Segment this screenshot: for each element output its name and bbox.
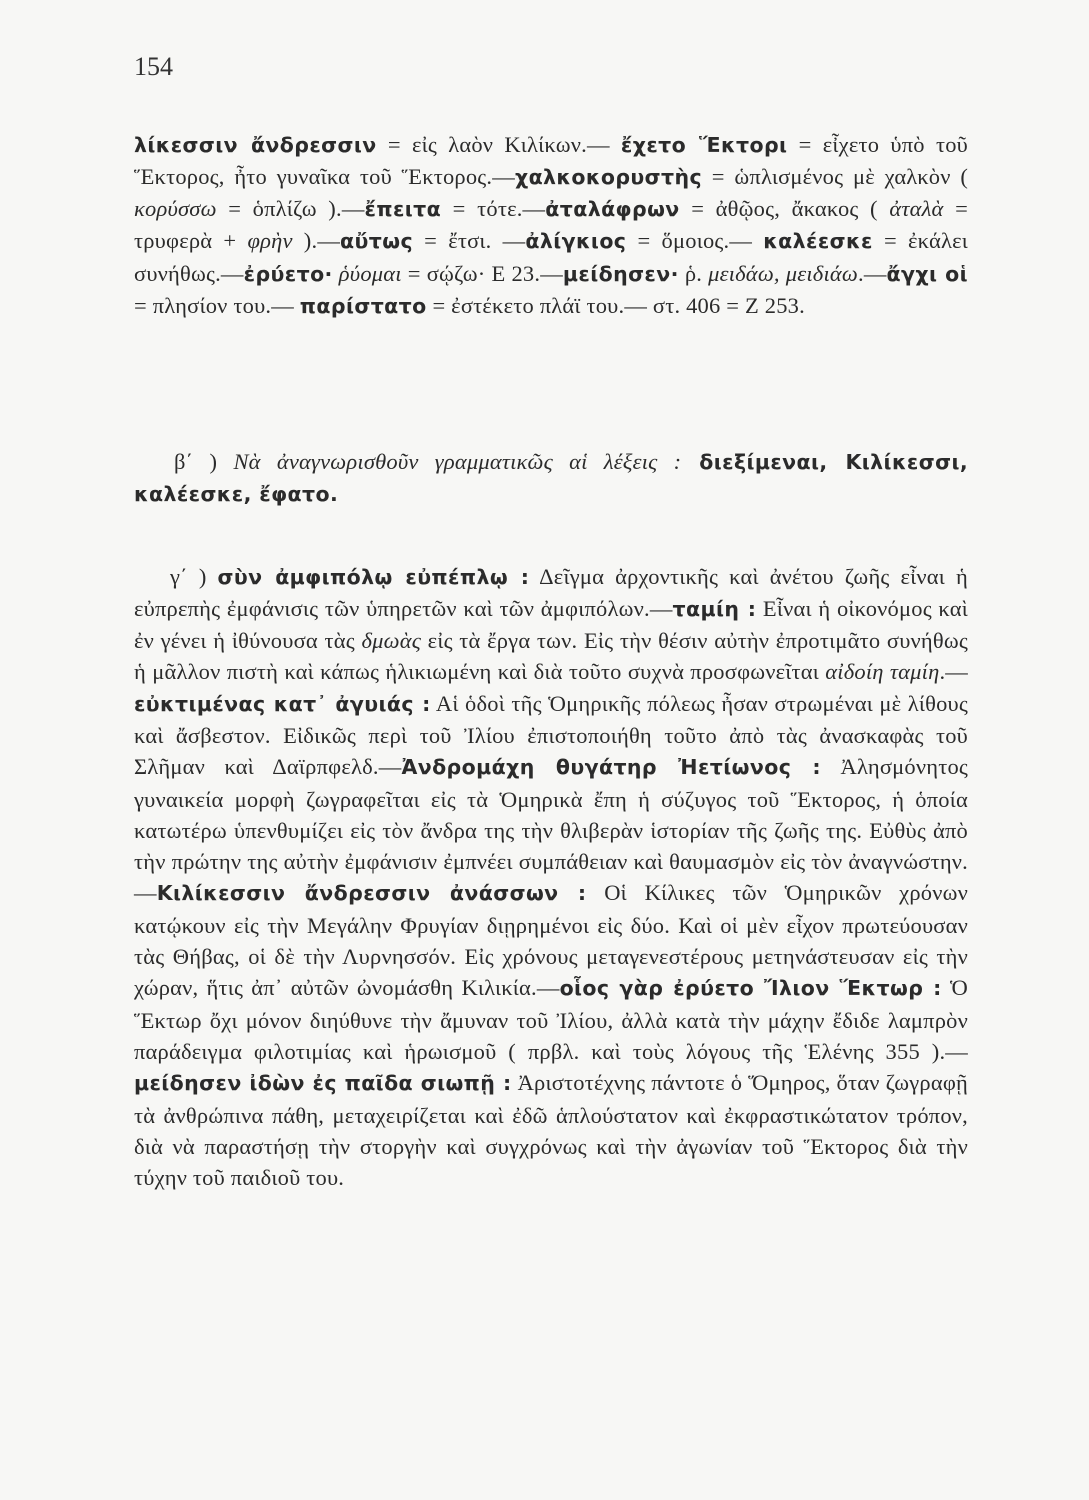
term: εὐκτιμένας κατ᾽ ἀγυιάς : <box>134 691 431 716</box>
commentary: Ἀλησμόνητος γυναικεία μορφὴ ζωγραφεῖται εἰς τὰ Ὁμηρικὰ ἔπη ἡ σύζυγος τοῦ Ἕκτορος, ἡ ὁποία κατωτέρω ὑπενθυμίζει εἰς τὸν ἄνδρα της τὴν θλιβερὰν ἱστορίαν τῆς ζωῆς της. Εὐθὺς ἀπὸ τὴν πρώτην της αὐτὴν ἐμφάνισιν ἐμπνέει συμπάθειαν καὶ θαυμασμὸν εἰς τὸν ἀναγνώστην.— <box>134 754 969 906</box>
term: καλέεσκε <box>763 229 873 254</box>
commentary: Δεῖγμα ἀρχοντικῆς καὶ ἀνέτου ζωῆς εἶναι ἡ εὐπρεπὴς ἐμφάνισις τῶν ὑπηρετῶν καὶ τῶν ἀμφιπόλων.— <box>134 563 968 621</box>
commentary: εἰς τὰ ἔργα των. Εἰς τὴν θέσιν αὐτὴν ἐπροτιμᾶτο συνήθως ἡ μᾶλλον πιστὴ καὶ κάπως ἡλικιωμένη καὶ διὰ τοῦτο συχνὰ προσφωνεῖται <box>134 628 968 685</box>
commentary-paragraph <box>134 561 968 1194</box>
term: ἄγχι οἱ <box>886 261 969 286</box>
italic-word: μειδάω, μειδιάω <box>708 260 858 286</box>
italic-word: κορύσσω <box>134 196 217 222</box>
term: ἀταλάφρων <box>545 197 680 222</box>
section-label: γ΄ ) <box>170 563 218 589</box>
definition: = τότε.— <box>441 196 546 222</box>
term: μείδησεν ἰδὼν ἐς παῖδα σιωπῇ : <box>134 1071 512 1096</box>
italic-word: ῥύομαι <box>338 260 402 286</box>
definition: ῥ. <box>678 260 709 286</box>
term: ἔχετο Ἕκτορι <box>620 132 788 157</box>
term: παρίστατο <box>299 293 427 318</box>
commentary: Αἱ ὁδοὶ τῆς Ὁμηρικῆς πόλεως ἦσαν στρωμέναι μὲ λίθους καὶ ἄσβεστον. Εἰδικῶς περὶ τοῦ Ἰλίου ἐπιστοποιήθη τοῦτο ἀπὸ τὰς ἀνασκαφὰς τοῦ Σλῆμαν καὶ Δαϊρπφελδ.— <box>134 690 968 780</box>
commentary: .— <box>939 659 969 685</box>
commentary: Οἱ Κίλικες τῶν Ὁμηρικῶν χρόνων κατῴκουν εἰς τὴν Μεγάλην Φρυγίαν διῃρημένοι εἰς δύο. Καὶ οἱ μὲν εἶχον πρωτεύουσαν τὰς Θήβας, οἱ δὲ τὴν Λυρνησσόν. Εἰς χρόνους μεταγενεστέρους μετηνάστευσαν εἰς τὴν χώραν, ἥτις ἀπ᾽ αὐτῶν ὠνομάσθη Κιλικία.— <box>134 880 968 1001</box>
term: Ἀνδρομάχη θυγάτηρ Ἠετίωνος : <box>401 755 822 780</box>
commentary: Εἶναι ἡ οἰκονόμος καὶ ἐν γένει ἡ ἰθύνουσα τὰς <box>134 595 969 654</box>
definition: = πλησίον του.— <box>134 292 300 318</box>
exercise-instruction: Νὰ ἀναγνωρισθοῦν γραμματικῶς αἱ λέξεις : <box>233 448 682 474</box>
italic-word: αἰδοίη ταμίη <box>825 659 940 685</box>
term: ἔπειτα <box>364 197 442 222</box>
term: οἷος γὰρ ἐρύετο Ἴλιον Ἕκτωρ : <box>559 976 942 1001</box>
term: ἐρύετο· <box>243 261 333 286</box>
term: ταμίη : <box>672 596 757 621</box>
definition: = ἐκάλει συνήθως.— <box>134 228 968 286</box>
definition: = σῴζω· Ε 23.— <box>401 260 563 286</box>
term: χαλκοκορυστὴς <box>514 164 703 189</box>
exercise-label: β΄ ) <box>174 448 234 474</box>
definition: = ὡπλισμένος μὲ χαλκὸν ( <box>702 163 969 189</box>
term: Κιλίκεσσιν ἄνδρεσσιν ἀνάσσων : <box>156 881 587 906</box>
definition: = τρυφερὰ + <box>134 196 968 254</box>
exercise-paragraph <box>134 446 968 511</box>
exercise-words: διεξίμεναι, Κιλίκεσσι, καλέεσκε, ἔφατο. <box>134 449 969 506</box>
italic-word: δμωὰς <box>361 628 422 654</box>
page-number: 154 <box>134 52 173 81</box>
definition: = εἰς λαὸν Κιλίκων.— <box>376 131 621 157</box>
term: σὺν ἀμφιπόλῳ εὐπέπλῳ : <box>217 564 530 589</box>
term: μείδησεν· <box>562 261 679 286</box>
definition: .— <box>858 260 887 286</box>
term: ἀλίγκιος <box>525 229 627 254</box>
italic-word: φρὴν <box>247 228 293 254</box>
definition: = εἶχετο ὑπὸ τοῦ Ἕκτορος, ἦτο γυναῖκα τοῦ Ἕκτορος.— <box>134 131 969 189</box>
commentary: Ὁ Ἕκτωρ ὄχι μόνον διηύθυνε τὴν ἄμυναν τοῦ Ἰλίου, ἀλλὰ κατὰ τὴν μάχην ἔδιδε λαμπρὸν παράδειγμα φιλοτιμίας καὶ ἡρωισμοῦ ( πρβλ. καὶ τοὺς λόγους τῆς Ἑλένης 355 ).— <box>134 975 968 1064</box>
definition: = ὁπλίζω ).— <box>216 196 365 222</box>
definition: = ἐστέκετο πλάϊ του.— στ. 406 = Ζ 253. <box>426 292 805 318</box>
definition: = ἀθῷος, ἄκακος ( <box>679 196 890 222</box>
definition: ).— <box>292 228 341 254</box>
commentary: Ἀριστοτέχνης πάντοτε ὁ Ὅμηρος, ὅταν ζωγραφῇ τὰ ἀνθρώπινα πάθη, μεταχειρίζεται καὶ ἐδῶ ἁπλούστατον καὶ ἐκφραστικώτατον τρόπον, διὰ νὰ παραστήσῃ τὴν στοργὴν καὶ συγχρόνως καὶ τὴν ἀγωνίαν τοῦ Ἕκτορος διὰ τὴν τύχην τοῦ παιδιοῦ του. <box>134 1070 969 1191</box>
definition: = ὅμοιος.— <box>626 228 764 254</box>
definition: = ἔτσι. — <box>413 228 526 254</box>
glossary-paragraph <box>134 129 968 323</box>
term: αὔτως <box>340 229 414 254</box>
term: λίκεσσιν ἄνδρεσσιν <box>134 132 377 157</box>
italic-word: ἀταλὰ <box>889 196 944 222</box>
